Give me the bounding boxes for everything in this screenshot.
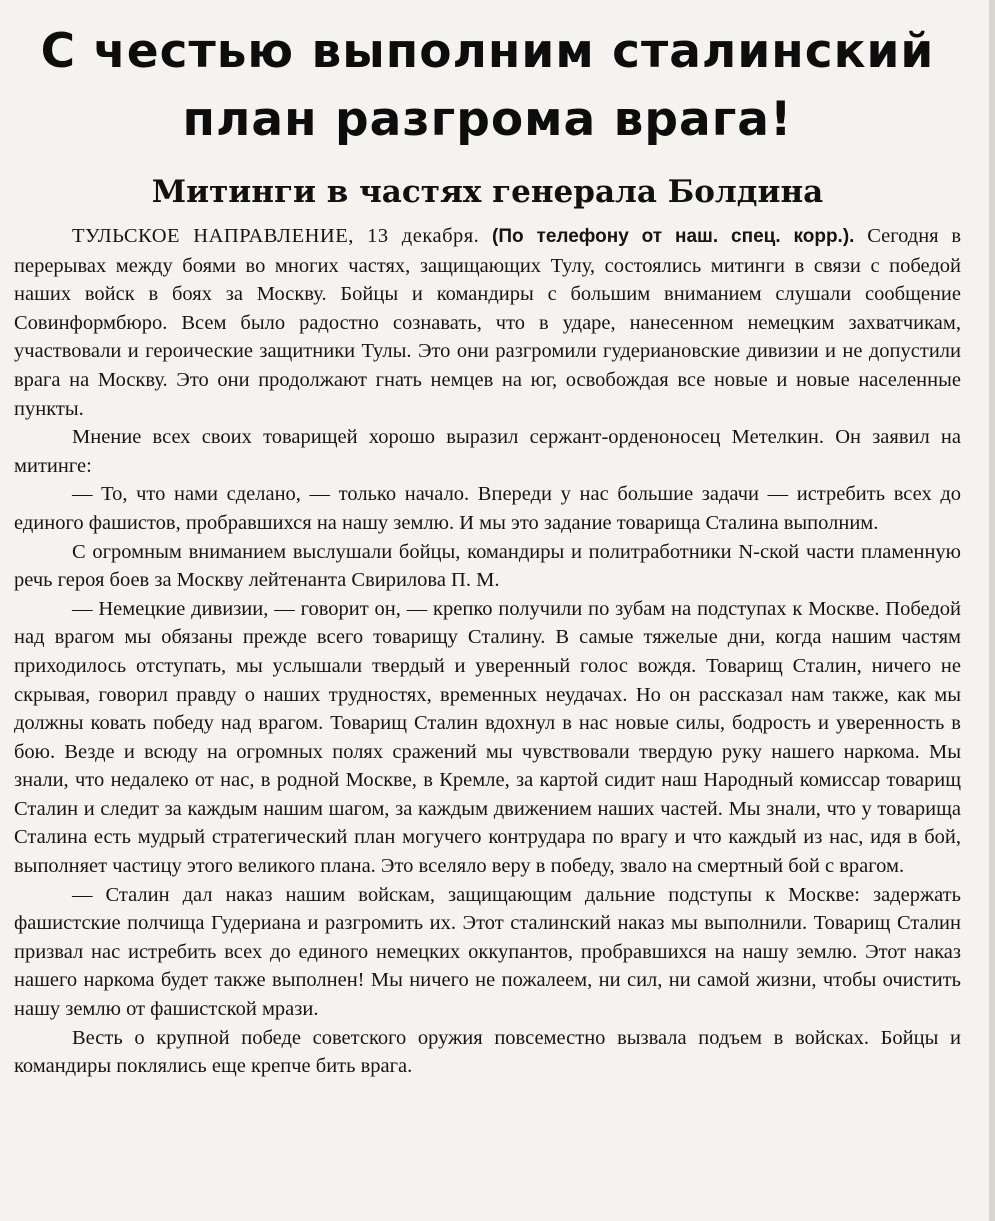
article-paragraph <box>14 222 961 423</box>
article-paragraph: Мнение всех своих товарищей хорошо выразил сержант-орденоносец Метелкин. Он заявил на митинге: <box>14 426 961 477</box>
subheadline: Митинги в частях генерала Болдина <box>151 174 824 210</box>
article-paragraph: С огромным вниманием выслушали бойцы, командиры и политработники N-ской части пламенную речь героя боев за Москву лейтенанта Свирилова П. М. <box>14 540 961 592</box>
article-paragraph: — То, что нами сделано, — только начало. Впереди у нас большие задачи — истребить всех до единого фашистов, пробравшихся на нашу землю. И мы это задание товарища Сталина выполним. <box>14 483 961 534</box>
page-edge <box>989 0 995 1221</box>
paragraph-text: Сегодня в перерывах между боями во многих частях, защищающих Тулу, состоялись митинги в связи с победой наших войск в боях за Москву. Бойцы и командиры с большим вниманием слушали сообщение Совинформбюро. Всем было радостно сознавать, что в ударе, нанесенном немецким захватчикам, участвовали и героические защитники Тулы. Это они разгромили гудериановские дивизии и не допустили врага на Москву. Это они продолжают гнать немцев на юг, освобождая все новые и новые населенные пункты. <box>14 225 962 420</box>
article-body <box>14 222 961 1081</box>
dateline: ТУЛЬСКОЕ НАПРАВЛЕНИЕ, 13 декабря. <box>72 225 480 247</box>
article-paragraph: — Немецкие дивизии, — говорит он, — крепко получили по зубам на подступах к Москве. Победой над врагом мы обязаны прежде всего товарищу Сталину. В самые тяжелые дни, когда нашим частям приходилось отступать, мы услышали твердый и уверенный голос вождя. Товарищ Сталин, ничего не скрывая, говорил правду о наших трудностях, временных неудачах. Но он рассказал нам также, как мы должны ковать победу над врагом. Товарищ Сталин вдохнул в нас новые силы, бодрость и уверенность в бою. Везде и всюду на огромных полях сражений мы чувствовали твердую руку нашего наркома. Мы знали, что недалеко от нас, в родной Москве, в Кремле, за картой сидит наш Народный комиссар товарищ Сталин и следит за каждым нашим шагом, за каждым движением наших частей. Мы знали, что у товарища Сталина есть мудрый стратегический план могучего контрудара по врагу и что каждый из нас, идя в бой, выполняет частицу этого великого плана. Это вселяло веру в победу, звало на смертный бой с врагом. <box>14 597 961 878</box>
article-paragraph: — Сталин дал наказ нашим войскам, защищающим дальние подступы к Москве: задержать фашистские полчища Гудериана и разгромить их. Этот сталинский наказ мы выполнили. Товарищ Сталин призвал нас истребить всех до единого немецких оккупантов, пробравшихся на нашу землю. Этот наказ нашего наркома будет также выполнен! Мы ничего не пожалеем, ни сил, ни самой жизни, чтобы очистить нашу землю от фашистской мрази. <box>14 883 961 1021</box>
headline-line-2: план разгрома врага! <box>182 92 793 147</box>
byline: (По телефону от наш. спец. корр.). <box>492 226 855 247</box>
headline <box>14 18 961 154</box>
article-paragraph: Весть о крупной победе советского оружия повсеместно вызвала подъем в войсках. Бойцы и командиры поклялись еще крепче бить врага. <box>14 1026 961 1078</box>
headline-line-1: С честью выполним сталинский <box>40 24 935 79</box>
